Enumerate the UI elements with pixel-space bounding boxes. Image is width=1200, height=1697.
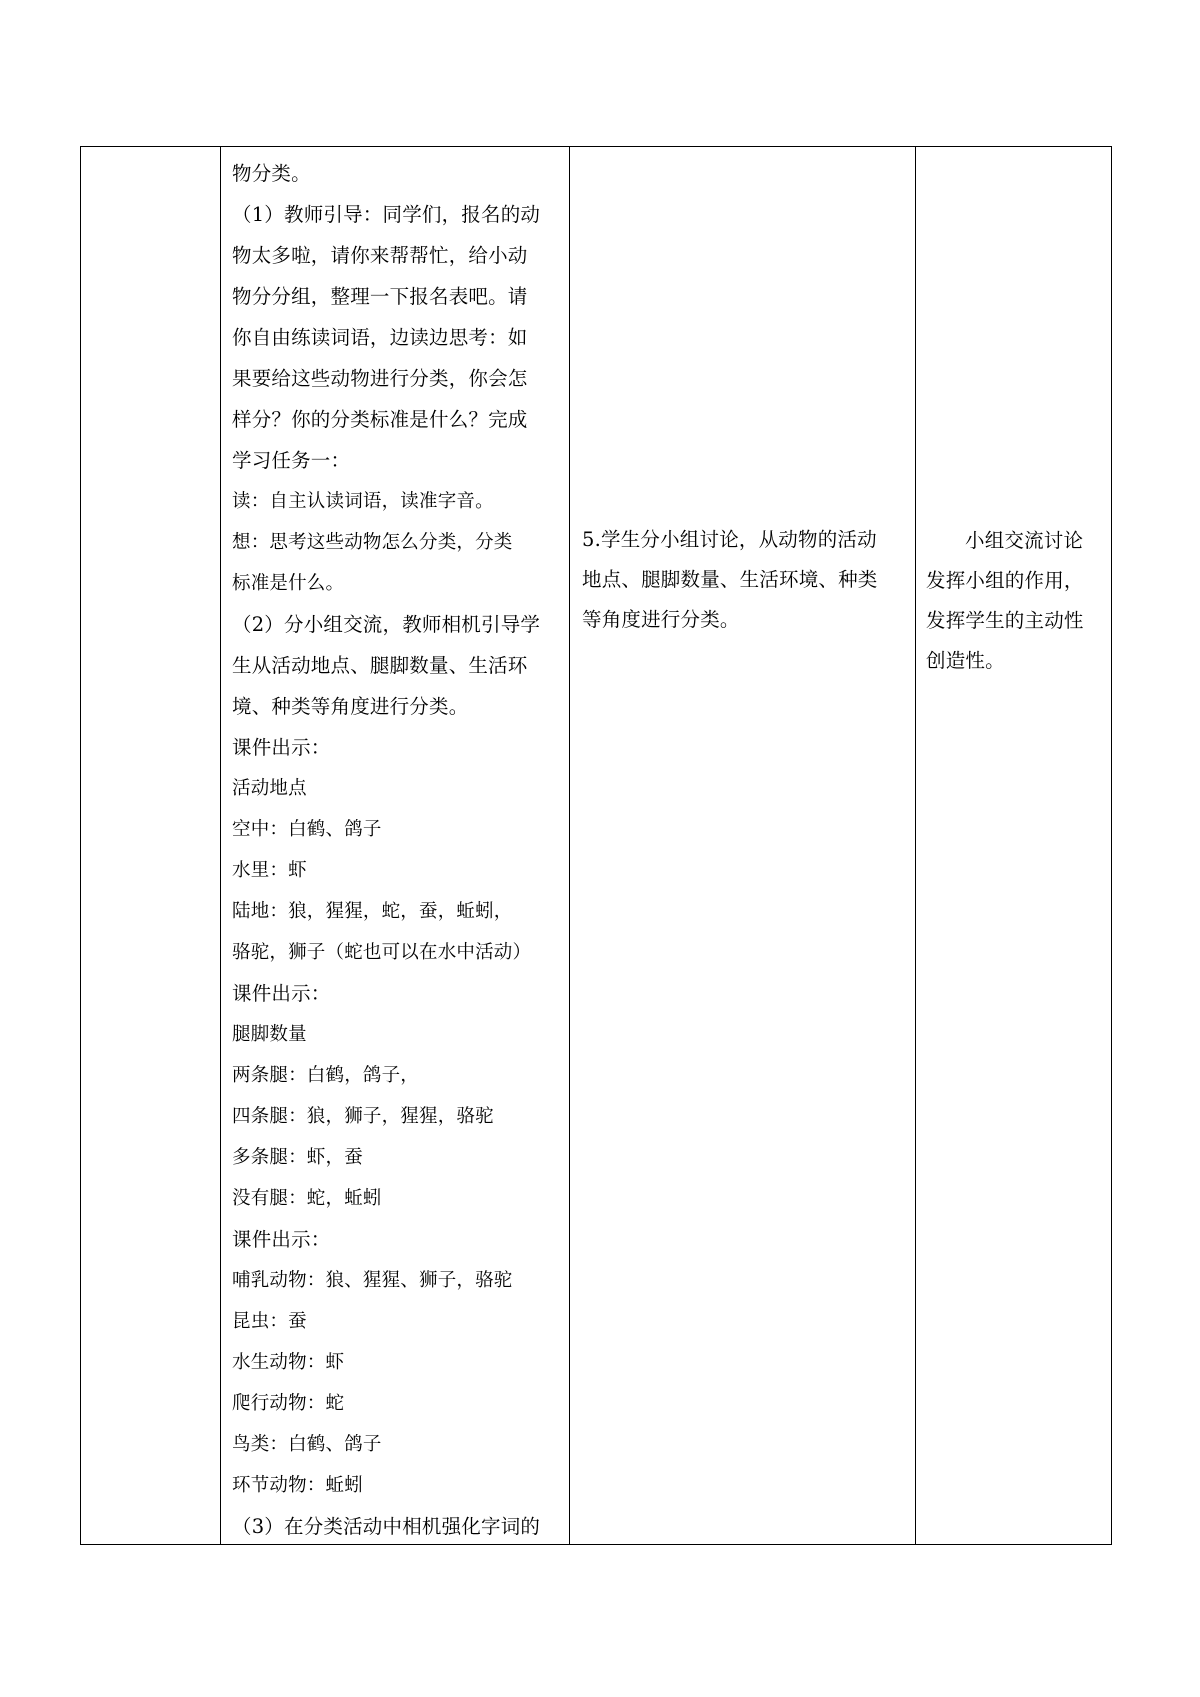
teaching-step-line: 两条腿：白鹤，鸽子， bbox=[232, 1065, 420, 1086]
teaching-step-line: 鸟类：白鹤、鸽子 bbox=[232, 1434, 382, 1455]
teaching-step-line: 没有腿：蛇，蚯蚓 bbox=[232, 1188, 382, 1209]
teaching-step-line: 读：自主认读词语，读准字音。 bbox=[232, 491, 494, 512]
teaching-step-line: 你自由练读词语，边读边思考：如 bbox=[232, 326, 528, 349]
teaching-step-line: （3）在分类活动中相机强化字词的 bbox=[232, 1515, 541, 1538]
teaching-step-line: 境、种类等角度进行分类。 bbox=[232, 695, 469, 718]
teaching-step-line: 腿脚数量 bbox=[232, 1024, 307, 1045]
teaching-step-line: 标准是什么。 bbox=[232, 573, 345, 594]
teaching-step-line: （1）教师引导：同学们，报名的动 bbox=[232, 203, 541, 226]
student-activity-text bbox=[582, 520, 912, 640]
teaching-step-line: 物太多啦，请你来帮帮忙，给小动 bbox=[232, 244, 528, 267]
teaching-step-line: 课件出示： bbox=[232, 736, 331, 759]
design-intent-line: 小组交流讨论 bbox=[965, 529, 1084, 552]
teaching-step-line: 环节动物：蚯蚓 bbox=[232, 1475, 363, 1496]
teaching-step-line: 活动地点 bbox=[232, 778, 307, 799]
lesson-plan-table bbox=[80, 146, 1112, 1545]
teaching-step-line: 哺乳动物：狼、猩猩、狮子，骆驼 bbox=[232, 1270, 513, 1291]
teaching-step-line: 学习任务一： bbox=[232, 449, 351, 472]
teaching-step-line: 骆驼，狮子（蛇也可以在水中活动） bbox=[232, 942, 532, 963]
teaching-step-line: 空中：白鹤、鸽子 bbox=[232, 819, 382, 840]
student-activity-cell bbox=[570, 147, 916, 1544]
teaching-step-line: 课件出示： bbox=[232, 982, 331, 1005]
student-activity-line: 地点、腿脚数量、生活环境、种类 bbox=[582, 568, 878, 591]
teaching-step-line: 水生动物：虾 bbox=[232, 1352, 345, 1373]
teaching-step-line: 爬行动物：蛇 bbox=[232, 1393, 345, 1414]
teaching-step-line: 水里：虾 bbox=[232, 860, 307, 881]
teaching-step-line: 昆虫：蚕 bbox=[232, 1311, 307, 1332]
teaching-step-line: 果要给这些动物进行分类，你会怎 bbox=[232, 367, 528, 390]
design-intent-line: 发挥小组的作用， bbox=[926, 569, 1084, 592]
table-column-empty bbox=[81, 147, 221, 1544]
teaching-step-line: 样分？你的分类标准是什么？完成 bbox=[232, 408, 528, 431]
teaching-step-line: 生从活动地点、腿脚数量、生活环 bbox=[232, 654, 528, 677]
teaching-step-line: 多条腿：虾，蚕 bbox=[232, 1147, 363, 1168]
teaching-step-line: （2）分小组交流，教师相机引导学 bbox=[232, 613, 541, 636]
teaching-step-line: 陆地：狼，猩猩，蛇，蚕，蚯蚓， bbox=[232, 901, 513, 922]
teaching-steps-text bbox=[232, 153, 568, 1547]
design-intent-line: 创造性。 bbox=[926, 649, 1005, 672]
design-intent-line: 发挥学生的主动性 bbox=[926, 609, 1084, 632]
student-activity-line: 5.学生分小组讨论，从动物的活动 bbox=[582, 528, 877, 551]
student-activity-line: 等角度进行分类。 bbox=[582, 608, 740, 631]
teaching-steps-cell bbox=[221, 147, 570, 1544]
teaching-step-line: 课件出示： bbox=[232, 1228, 331, 1251]
teaching-step-line: 四条腿：狼，狮子，猩猩，骆驼 bbox=[232, 1106, 494, 1127]
design-intent-cell bbox=[916, 147, 1111, 1544]
teaching-step-line: 物分分组，整理一下报名表吧。请 bbox=[232, 285, 528, 308]
design-intent-text bbox=[926, 521, 1108, 681]
teaching-step-line: 物分类。 bbox=[232, 162, 311, 185]
teaching-step-line: 想：思考这些动物怎么分类，分类 bbox=[232, 532, 513, 553]
